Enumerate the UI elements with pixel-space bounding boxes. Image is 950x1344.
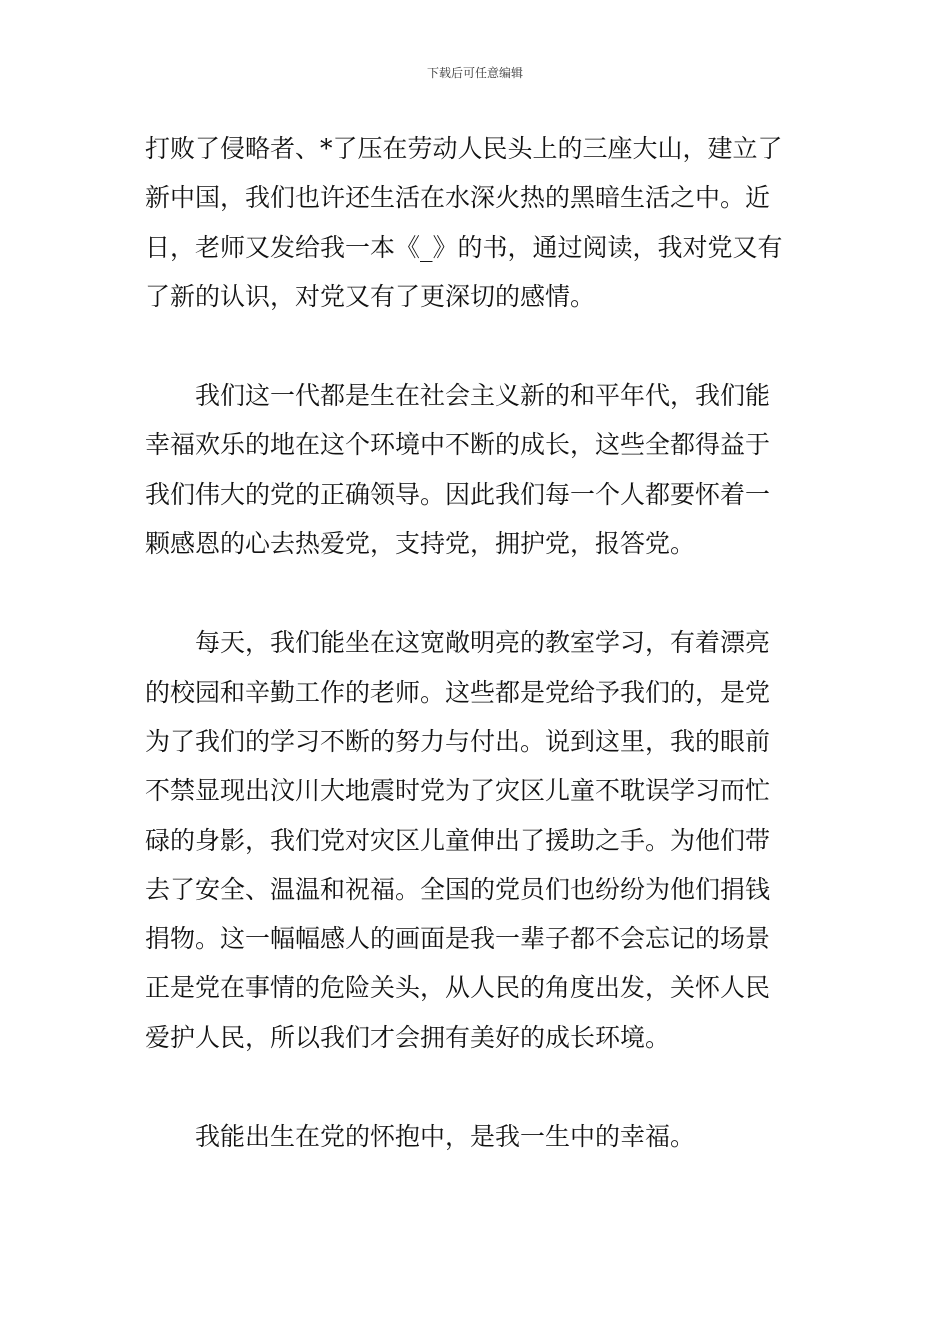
paragraph-3 (145, 618, 807, 1062)
text-line: 新中国，我们也许还生活在水深火热的黑暗生活之中。近 (145, 183, 771, 213)
paragraph-2 (145, 371, 807, 568)
text-line: 为了我们的学习不断的努力与付出。说到这里，我的眼前 (145, 726, 771, 756)
paragraph-4 (145, 1112, 807, 1161)
text-line: 捐物。这一幅幅感人的画面是我一辈子都不会忘记的场景 (145, 924, 771, 954)
text-line: 每天，我们能坐在这宽敞明亮的教室学习，有着漂亮 (195, 628, 771, 658)
paragraph-spacer (145, 1062, 807, 1112)
document-body (145, 124, 807, 1161)
page-header (0, 64, 950, 82)
text-line: 碌的身影，我们党对灾区儿童伸出了援助之手。为他们带 (145, 825, 771, 855)
text-line: 颗感恩的心去热爱党，支持党，拥护党，报答党。 (145, 529, 696, 559)
text-line: 我们这一代都是生在社会主义新的和平年代，我们能 (195, 381, 771, 411)
text-line: 幸福欢乐的地在这个环境中不断的成长，这些全都得益于 (145, 430, 771, 460)
paragraph-1 (145, 124, 807, 321)
text-line: 去了安全、温温和祝福。全国的党员们也纷纷为他们捐钱 (145, 874, 771, 904)
text-line: 爱护人民，所以我们才会拥有美好的成长环境。 (145, 1022, 671, 1052)
header-note: 下载后可任意编辑 (426, 66, 523, 80)
paragraph-spacer (145, 568, 807, 618)
text-line: 不禁显现出汶川大地震时党为了灾区儿童不耽误学习而忙 (145, 776, 771, 806)
text-line: 打败了侵略者、*了压在劳动人民头上的三座大山，建立了 (145, 134, 783, 163)
text-line: 正是党在事情的危险关头，从人民的角度出发，关怀人民 (145, 973, 771, 1003)
text-line: 我们伟大的党的正确领导。因此我们每一个人都要怀着一 (145, 479, 771, 509)
text-line: 的校园和辛勤工作的老师。这些都是党给予我们的，是党 (145, 677, 771, 707)
text-line: 了新的认识，对党又有了更深切的感情。 (145, 281, 596, 311)
text-line: 我能出生在党的怀抱中，是我一生中的幸福。 (195, 1122, 696, 1152)
paragraph-spacer (145, 321, 807, 371)
text-line: 日，老师又发给我一本《_》的书，通过阅读，我对党又有 (145, 232, 783, 262)
